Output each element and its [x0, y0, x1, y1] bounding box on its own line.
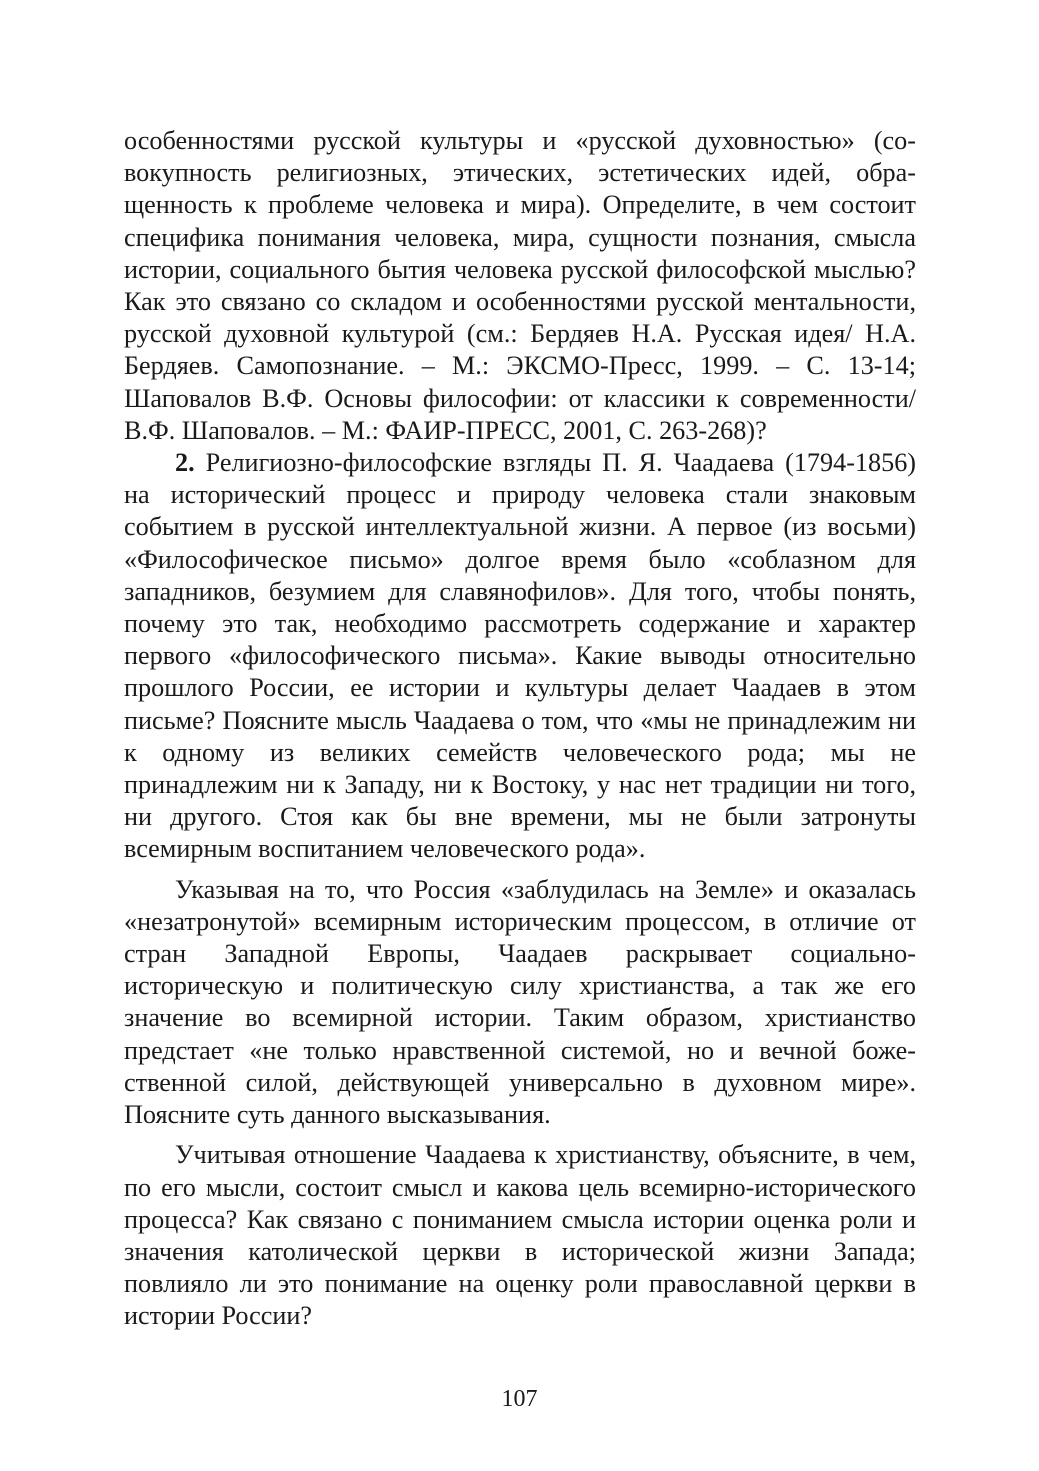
- question-number: 2.: [175, 448, 195, 478]
- paragraph-text: особенностями русской культуры и «русской духовностью» (совокупность религиозных, этических, эстетических идей, обращенность к проблеме человека и мира). Определите, в чем состоит специфика понимания человека, мира, сущности познания, смысла истории, социального бытия человека русской философской мыслью? Как это связано со складом и особенностями русской ментальности, русской духовной культурой (см.: Бердяев Н.А. Русская идея/ Н.А. Бердяев. Самопознание. – М.: ЭКСМО-Пресс, 1999. – С. 13-14; Шаповалов В.Ф. Основы философии: от классики к современности/ В.Ф. Шаповалов. – М.: ФАИР-ПРЕСС, 2001, С. 263-268)?: [124, 126, 916, 445]
- paragraph-text: Учитывая отношение Чаадаева к христианству, объясните, в чем, по его мысли, состоит смысл и какова цель всемирно-исторического процесса? Как связано с пониманием смысла истории оценка роли и значения католической церкви в исторической жизни Запада; повлияло ли это понимание на оценку роли православной церкви в истории России?: [124, 1140, 916, 1331]
- paragraph-world-history: [124, 1139, 916, 1332]
- paragraph-question-2: [124, 447, 916, 866]
- paragraph-text: Указывая на то, что Россия «заблудилась на Земле» и оказалась «незатронутой» всемирным историческим процессом, в отличие от стран Западной Европы, Чаадаев раскрывает социально-историческую и политическую силу христианства, а так же его значение во всемирной истории. Таким образом, христианство предстает «не только нравственной системой, но и вечной божественной силой, действующей универсально в духовном мире». Поясните суть данного высказывания.: [124, 874, 916, 1130]
- paragraph-continuation: [124, 125, 916, 447]
- paragraph-christianity: [124, 874, 916, 1132]
- page-number: 107: [501, 1386, 538, 1412]
- paragraph-text: Религиозно-философские взгляды П. Я. Чаадаева (1794-1856) на исторический процесс и природу человека стали знаковым событием в русской интеллектуальной жизни. А первое (из восьми) «Философическое письмо» долгое время было «соблазном для западников, безумием для славянофилов». Для того, чтобы понять, почему это так, необходимо рассмотреть содержание и характер первого «философического письма». Какие выводы относительно прошлого России, ее истории и культуры делает Чаадаев в этом письме? Поясните мысль Чаадаева о том, что «мы не принадлежим ни к одному из великих семейств человеческого рода; мы не принадлежим ни к Западу, ни к Востоку, у нас нет традиции ни того, ни другого. Стоя как бы вне времени, мы не были затронуты всемирным воспитанием человеческого рода».: [124, 448, 917, 864]
- page-body: [124, 125, 916, 1333]
